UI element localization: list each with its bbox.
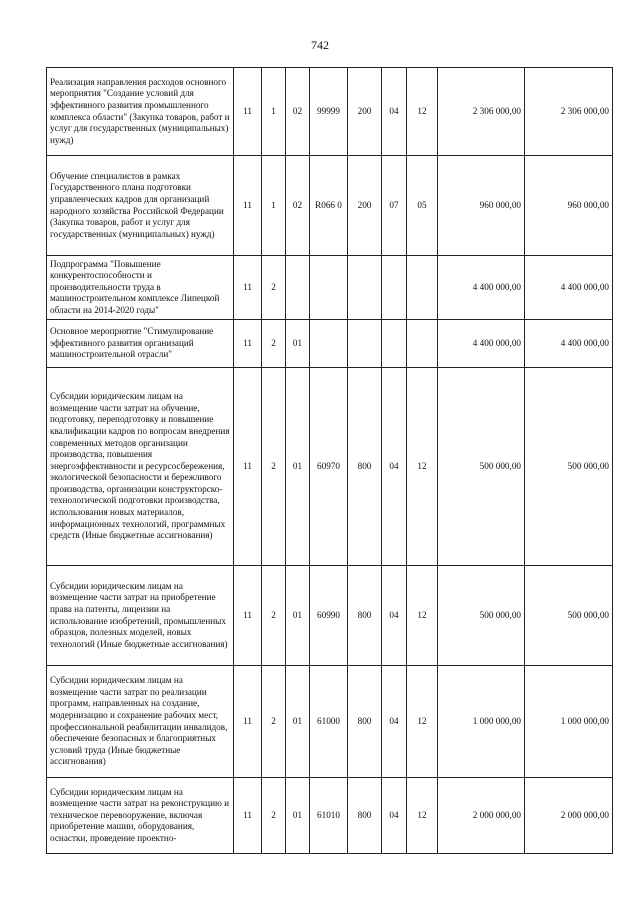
row-amount-1: 500 000,00 <box>438 566 525 666</box>
row-amount-2: 4 400 000,00 <box>525 320 613 368</box>
row-code-1: 11 <box>234 666 262 778</box>
row-code-3: 01 <box>286 368 310 566</box>
page-number: 742 <box>311 38 329 52</box>
row-name: Субсидии юридическим лицам на возмещение части затрат на реконструкцию и техническое перевооружение, включая приобретение машин, оборудования, оснастки, проведение проектно- <box>47 778 234 854</box>
row-code-3: 02 <box>286 156 310 256</box>
row-code-7 <box>407 320 438 368</box>
row-code-7: 12 <box>407 68 438 156</box>
row-code-4: 61010 <box>310 778 348 854</box>
row-code-7 <box>407 256 438 320</box>
row-code-3: 02 <box>286 68 310 156</box>
table-row <box>47 320 613 368</box>
row-code-5: 800 <box>348 368 382 566</box>
row-code-6: 04 <box>382 368 407 566</box>
row-code-5: 200 <box>348 156 382 256</box>
row-code-2: 2 <box>262 566 286 666</box>
row-code-7: 12 <box>407 566 438 666</box>
table-row <box>47 256 613 320</box>
row-code-1: 11 <box>234 566 262 666</box>
row-code-2: 2 <box>262 256 286 320</box>
row-code-5: 800 <box>348 666 382 778</box>
table-row <box>47 566 613 666</box>
table-row <box>47 778 613 854</box>
row-code-2: 1 <box>262 156 286 256</box>
row-code-3: 01 <box>286 666 310 778</box>
row-code-6 <box>382 320 407 368</box>
row-code-4: 61000 <box>310 666 348 778</box>
row-name: Субсидии юридическим лицам на возмещение части затрат по реализации программ, направленных на создание, модернизацию и сохранение рабочих мест, профессиональной реабилитации инвалидов, обеспечение безопасных и благоприятных условий труда (Иные бюджетные ассигнования) <box>47 666 234 778</box>
row-name: Подпрограмма "Повышение конкурентоспособности и производительности труда в машиностроительном комплексе Липецкой области на 2014-2020 годы" <box>47 256 234 320</box>
row-amount-2: 4 400 000,00 <box>525 256 613 320</box>
budget-table <box>46 67 613 854</box>
row-amount-1: 1 000 000,00 <box>438 666 525 778</box>
table-row <box>47 68 613 156</box>
row-code-3: 01 <box>286 320 310 368</box>
row-code-3: 01 <box>286 778 310 854</box>
row-amount-2: 960 000,00 <box>525 156 613 256</box>
row-amount-1: 4 400 000,00 <box>438 256 525 320</box>
row-code-1: 11 <box>234 320 262 368</box>
row-code-5 <box>348 320 382 368</box>
row-code-1: 11 <box>234 156 262 256</box>
row-code-4: 60970 <box>310 368 348 566</box>
table-row <box>47 368 613 566</box>
row-code-5: 800 <box>348 778 382 854</box>
row-code-1: 11 <box>234 368 262 566</box>
row-code-4 <box>310 256 348 320</box>
row-name: Реализация направления расходов основного мероприятия "Создание условий для эффективного развития промышленного комплекса области" (Закупка товаров, работ и услуг для государственных (муниципальных) нужд) <box>47 68 234 156</box>
row-amount-1: 4 400 000,00 <box>438 320 525 368</box>
row-code-3: 01 <box>286 566 310 666</box>
row-amount-2: 500 000,00 <box>525 566 613 666</box>
row-code-7: 12 <box>407 368 438 566</box>
row-code-2: 2 <box>262 368 286 566</box>
row-code-3 <box>286 256 310 320</box>
row-amount-2: 2 000 000,00 <box>525 778 613 854</box>
row-amount-1: 960 000,00 <box>438 156 525 256</box>
row-code-4 <box>310 320 348 368</box>
row-code-5: 200 <box>348 68 382 156</box>
row-code-6 <box>382 256 407 320</box>
row-code-6: 04 <box>382 778 407 854</box>
row-code-6: 04 <box>382 68 407 156</box>
row-code-2: 2 <box>262 320 286 368</box>
row-name: Субсидии юридическим лицам на возмещение части затрат на обучение, подготовку, переподготовку и повышение квалификации кадров по вопросам внедрения современных методов организации производства, повышения энергоэффективности и ресурсосбережения, экологической безопасности и бережливого производства, организации конструкторско-технологической подготовки производства, использования новых материалов, информационных технологий, программных средств (Иные бюджетные ассигнования) <box>47 368 234 566</box>
row-code-4: R066 0 <box>310 156 348 256</box>
row-code-7: 12 <box>407 666 438 778</box>
row-code-4: 99999 <box>310 68 348 156</box>
row-code-4: 60990 <box>310 566 348 666</box>
row-code-6: 07 <box>382 156 407 256</box>
row-code-2: 2 <box>262 666 286 778</box>
row-amount-2: 1 000 000,00 <box>525 666 613 778</box>
row-code-7: 12 <box>407 778 438 854</box>
row-amount-2: 500 000,00 <box>525 368 613 566</box>
row-amount-1: 2 306 000,00 <box>438 68 525 156</box>
row-code-5 <box>348 256 382 320</box>
table-body <box>47 68 613 854</box>
row-code-5: 800 <box>348 566 382 666</box>
row-amount-2: 2 306 000,00 <box>525 68 613 156</box>
row-name: Основное мероприятие "Стимулирование эффективного развития организаций машиностроительной отрасли" <box>47 320 234 368</box>
row-code-6: 04 <box>382 566 407 666</box>
row-amount-1: 500 000,00 <box>438 368 525 566</box>
row-amount-1: 2 000 000,00 <box>438 778 525 854</box>
row-name: Обучение специалистов в рамках Государственного плана подготовки управленческих кадров для организаций народного хозяйства Российской Федерации (Закупка товаров, работ и услуг для государственных (муниципальных) нужд) <box>47 156 234 256</box>
row-code-7: 05 <box>407 156 438 256</box>
table-row <box>47 666 613 778</box>
row-code-1: 11 <box>234 256 262 320</box>
row-name: Субсидии юридическим лицам на возмещение части затрат на приобретение права на патенты, лицензии на использование изобретений, промышленных образцов, полезных моделей, новых технологий (Иные бюджетные ассигнования) <box>47 566 234 666</box>
row-code-2: 2 <box>262 778 286 854</box>
row-code-6: 04 <box>382 666 407 778</box>
row-code-1: 11 <box>234 778 262 854</box>
table-row <box>47 156 613 256</box>
row-code-2: 1 <box>262 68 286 156</box>
row-code-1: 11 <box>234 68 262 156</box>
